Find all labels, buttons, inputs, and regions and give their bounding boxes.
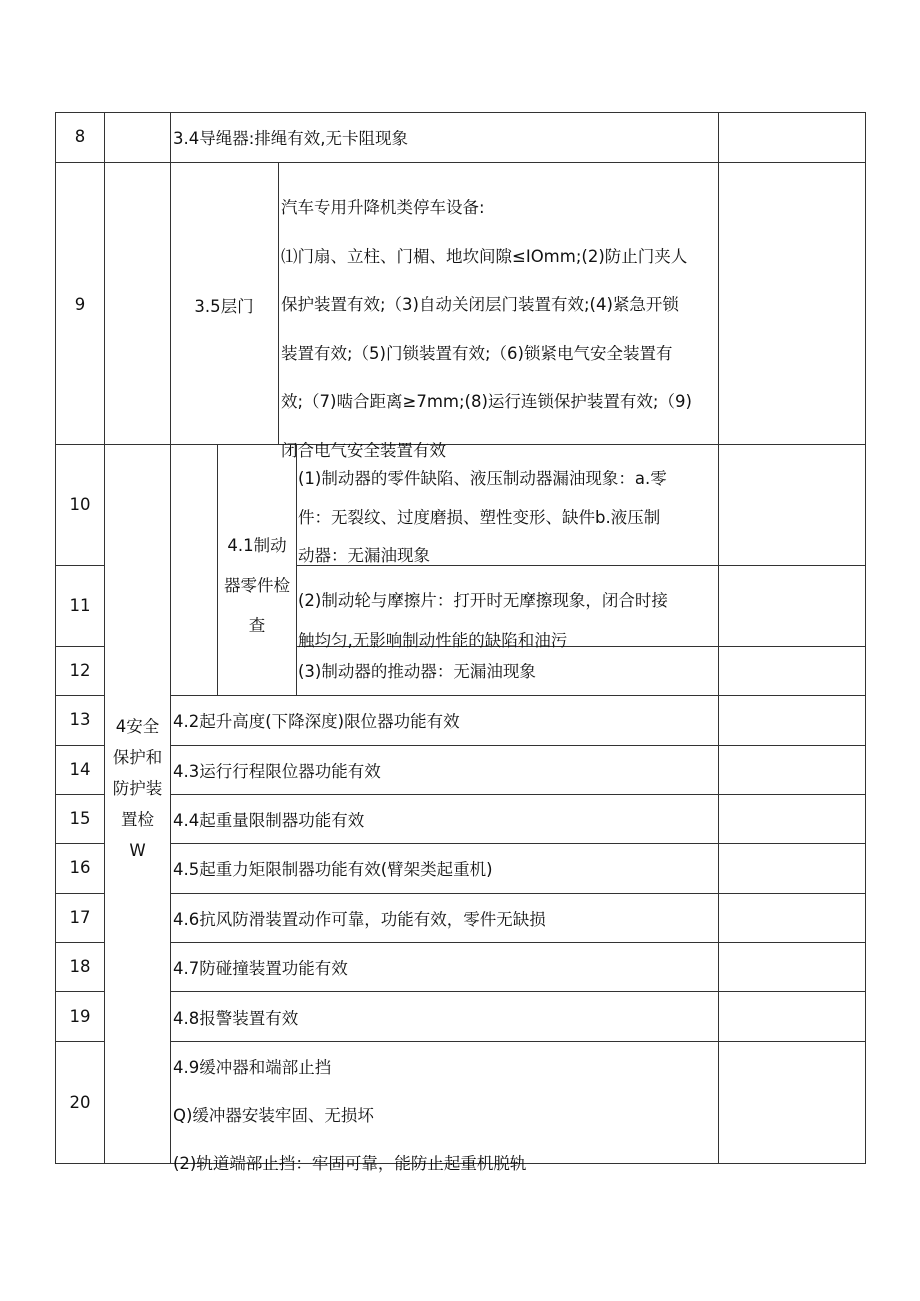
row-line (55, 112, 866, 113)
row-number: 14 (69, 760, 91, 779)
col-line (718, 112, 719, 1164)
row-number: 9 (74, 295, 86, 314)
row-16-text: 4.5起重力矩限制器功能有效(臂架类起重机) (173, 860, 493, 879)
row-number: 8 (74, 127, 86, 146)
row-20-text (173, 1044, 713, 1188)
row-line (55, 794, 105, 795)
row-line (55, 565, 105, 566)
col-line (278, 162, 279, 445)
text-line: 保护装置有效;（3)自动关闭层门装置有效;(4)紧急开锁 (281, 295, 679, 314)
row-line (170, 893, 866, 894)
row-number: 13 (69, 710, 91, 729)
row-line (55, 843, 105, 844)
row-14-text: 4.3运行行程限位器功能有效 (173, 762, 381, 781)
row-number: 10 (69, 495, 91, 514)
row-line (170, 942, 866, 943)
text-line: 触均匀,无影响制动性能的缺陷和油污 (298, 631, 568, 650)
col-line (170, 112, 171, 1164)
text-line: Q)缓冲器安装牢固、无损坏 (173, 1106, 374, 1125)
row-number: 18 (69, 957, 91, 976)
row-9-text (281, 184, 717, 475)
row-9-item: 3.5层门 (194, 297, 254, 316)
row-line (55, 162, 866, 163)
category-4-label (104, 711, 171, 866)
row-10-text (298, 460, 716, 576)
row-number: 15 (69, 809, 91, 828)
row-line (170, 794, 866, 795)
row-line (170, 1041, 866, 1042)
row-19-text: 4.8报警装置有效 (173, 1009, 299, 1028)
row-number: 20 (69, 1093, 91, 1112)
row-line (55, 893, 105, 894)
text-line: 效;（7)啮合距离≥7mm;(8)运行连锁保护装置有效;（9) (281, 392, 692, 411)
text-line: 置检 (121, 810, 154, 829)
text-line: 4.9缓冲器和端部止挡 (173, 1058, 332, 1077)
text-line: 防护装 (112, 779, 163, 798)
text-line: (2)制动轮与摩擦片：打开时无摩擦现象，闭合时接 (298, 591, 668, 610)
text-line: ⑴门扇、立柱、门楣、地坎间隙≤IOmm;(2)防止门夹人 (281, 246, 688, 266)
text-line: 汽车专用升降机类停车设备: (281, 198, 485, 217)
sub-item-4-1-label (217, 526, 297, 646)
row-11-text (298, 581, 716, 661)
text-line: 保护和 (112, 748, 163, 767)
col-line (865, 112, 866, 1164)
row-line (55, 991, 105, 992)
text-line: 闭合电气安全装置有效 (281, 440, 446, 460)
row-15-text: 4.4起重量限制器功能有效 (173, 811, 365, 830)
row-line (170, 991, 866, 992)
row-number: 17 (69, 908, 91, 927)
row-number: 19 (69, 1007, 91, 1026)
row-13-text: 4.2起升高度(下降深度)限位器功能有效 (173, 712, 460, 731)
text-line: 装置有效;（5)门锁装置有效;（6)锁紧电气安全装置有 (281, 343, 673, 363)
row-number: 16 (69, 858, 91, 877)
text-line: 器零件检 (224, 576, 290, 595)
row-line (55, 646, 105, 647)
text-line: 动器：无漏油现象 (298, 546, 430, 565)
row-line (55, 942, 105, 943)
row-12-text: (3)制动器的推动器：无漏油现象 (298, 662, 536, 681)
row-line (55, 695, 105, 696)
text-line: (1)制动器的零件缺陷、液压制动器漏油现象：a.零 (298, 469, 667, 488)
text-line: 件：无裂纹、过度磨损、塑性变形、缺件b.液压制 (298, 507, 661, 527)
row-line (170, 695, 866, 696)
row-line (55, 1041, 105, 1042)
text-line: (2)轨道端部止挡：牢固可靠，能防止起重机脱轨 (173, 1154, 527, 1173)
text-line: 4.1制动 (227, 536, 287, 555)
row-line (170, 745, 866, 746)
row-number: 11 (69, 596, 91, 615)
row-line (170, 843, 866, 844)
text-line: 4安全 (115, 717, 160, 736)
row-line (55, 745, 105, 746)
row-18-text: 4.7防碰撞装置功能有效 (173, 959, 348, 978)
text-line: 查 (248, 616, 266, 635)
text-line: W (129, 841, 146, 860)
row-8-text: 3.4导绳器:排绳有效,无卡阻现象 (173, 129, 409, 148)
row-number: 12 (69, 661, 91, 680)
row-17-text: 4.6抗风防滑装置动作可靠，功能有效，零件无缺损 (173, 910, 546, 929)
